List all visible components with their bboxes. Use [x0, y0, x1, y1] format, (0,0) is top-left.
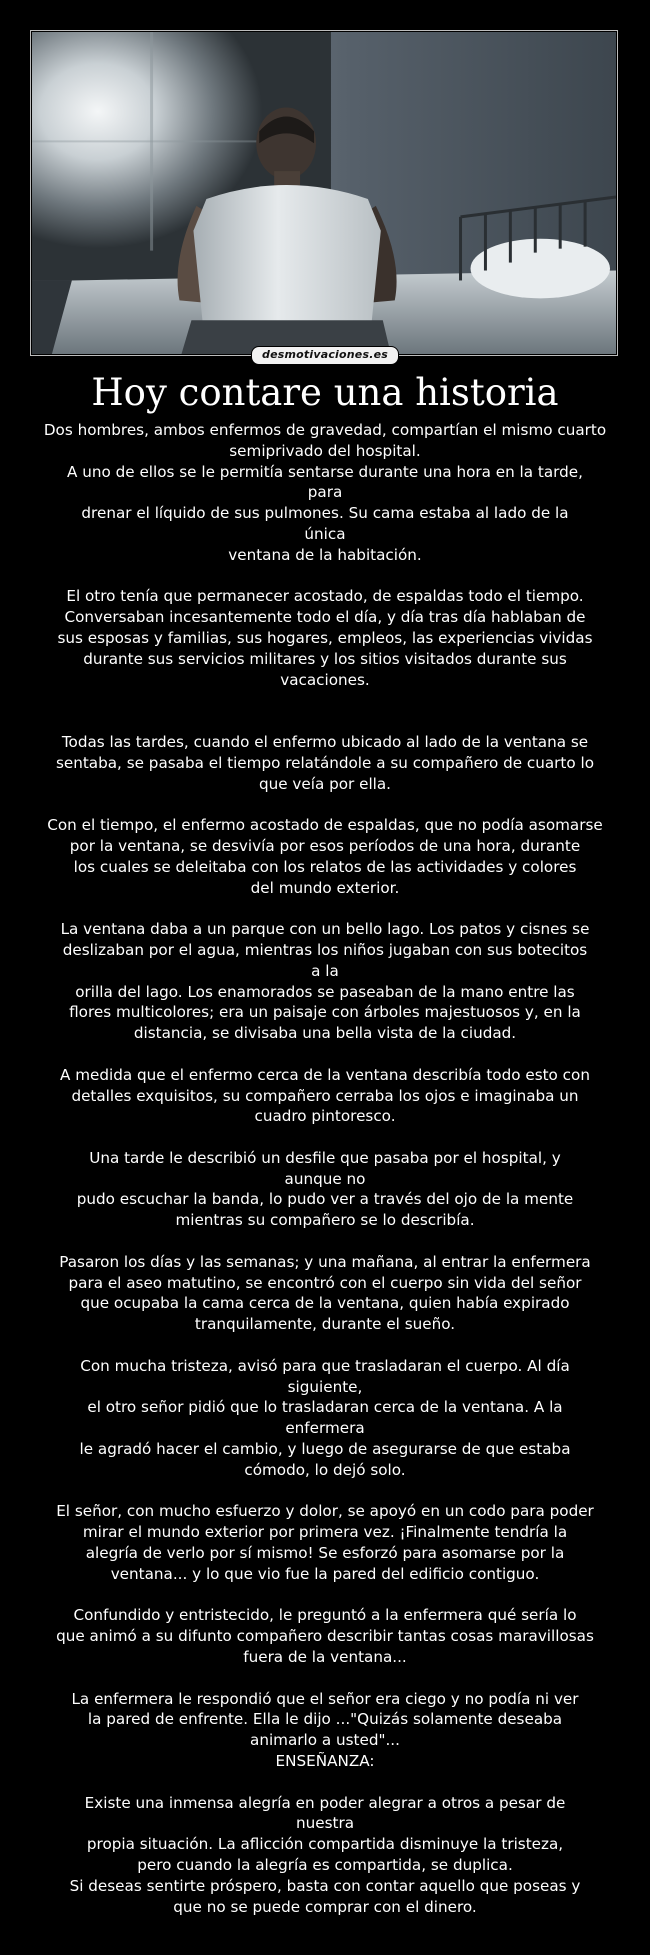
story-line: el otro señor pidió que lo trasladaran cerca de la ventana. A la: [87, 1398, 563, 1417]
story-line: A medida que el enfermo cerca de la ventana describía todo esto con: [60, 1065, 590, 1084]
story-line: cómodo, lo dejó solo.: [244, 1460, 406, 1479]
story-line: siguiente,: [287, 1377, 363, 1396]
story-line: que ocupaba la cama cerca de la ventana, quien había expirado: [80, 1294, 570, 1313]
blank-line: [30, 898, 620, 919]
story-line: nuestra: [295, 1814, 354, 1833]
story-line: distancia, se divisaba una bella vista de la ciudad.: [133, 1024, 517, 1043]
blank-line: [30, 1772, 620, 1793]
story-line: ENSEÑANZA:: [275, 1752, 375, 1770]
story-line: El señor, con mucho esfuerzo y dolor, se apoyó en un codo para poder: [56, 1502, 594, 1521]
story-line: pudo escuchar la banda, lo pudo ver a través del ojo de la mente: [76, 1190, 574, 1209]
blank-line: [30, 1481, 620, 1502]
story-line: enfermera: [285, 1419, 365, 1438]
story-line: Confundido y entristecido, le preguntó a la enfermera qué sería lo: [73, 1606, 577, 1625]
story-line: El otro tenía que permanecer acostado, de espaldas todo el tiempo.: [66, 587, 584, 606]
hospital-room-image: [32, 32, 616, 354]
story-line: Conversaban incesantemente todo el día, y día tras día hablaban de: [64, 608, 586, 627]
blank-line: [30, 1231, 620, 1252]
story-line: orilla del lago. Los enamorados se paseaban de la mano entre las: [75, 982, 575, 1001]
blank-line: [30, 794, 620, 815]
blank-line: [30, 1585, 620, 1606]
story-line: Pasaron los días y las semanas; y una mañana, al entrar la enfermera: [59, 1252, 591, 1271]
story-line: para el aseo matutino, se encontró con el cuerpo sin vida del señor: [68, 1273, 582, 1292]
poster-title: Hoy contare una historia: [91, 371, 559, 414]
story-line: detalles exquisitos, su compañero cerraba los ojos e imaginaba un: [71, 1086, 579, 1105]
story-line: para: [307, 483, 343, 502]
story-line: ventana... y lo que vio fue la pared del edificio contiguo.: [110, 1564, 540, 1583]
story-line: durante sus servicios militares y los sitios visitados durante sus: [83, 649, 567, 668]
story-line: ventana de la habitación.: [228, 545, 422, 564]
story-line: que no se puede comprar con el dinero.: [173, 1897, 477, 1916]
story-line: tranquilamente, durante el sueño.: [194, 1315, 456, 1334]
blank-line: [30, 690, 620, 711]
story-line: que animó a su difunto compañero describir tantas cosas maravillosas: [56, 1627, 594, 1646]
story-line: sus esposas y familias, sus hogares, empleos, las experiencias vividas: [57, 628, 593, 647]
story-line: Existe una inmensa alegría en poder alegrar a otros a pesar de: [84, 1793, 566, 1812]
story-line: drenar el líquido de sus pulmones. Su cama estaba al lado de la: [81, 504, 569, 523]
story-line: mientras su compañero se lo describía.: [175, 1211, 475, 1230]
story-line: A uno de ellos se le permitía sentarse durante una hora en la tarde,: [67, 462, 583, 481]
story-line: por la ventana, se desvivía por esos períodos de una hora, durante: [69, 836, 581, 855]
story-line: cuadro pintoresco.: [254, 1107, 396, 1126]
story-line: Con el tiempo, el enfermo acostado de espaldas, que no podía asomarse: [47, 816, 603, 835]
story-line: propia situación. La aflicción compartida disminuye la tristeza,: [86, 1835, 564, 1854]
blank-line: [30, 566, 620, 587]
story-line: le agradó hacer el cambio, y luego de asegurarse de que estaba: [79, 1440, 571, 1459]
story-line: Con mucha tristeza, avisó para que trasladaran el cuerpo. Al día: [80, 1356, 570, 1375]
blank-line: [30, 1668, 620, 1689]
story-line: vacaciones.: [280, 670, 370, 689]
story-line: La enfermera le respondió que el señor era ciego y no podía ni ver: [71, 1689, 579, 1708]
story-line: flores multicolores; era un paisaje con árboles majestuosos y, en la: [69, 1003, 581, 1022]
blank-line: [30, 1335, 620, 1356]
story-line: alegría de verlo por sí mismo! Se esforzó para asomarse por la: [85, 1544, 565, 1563]
story-line: semiprivado del hospital.: [229, 441, 421, 460]
story-line: Todas las tardes, cuando el enfermo ubicado al lado de la ventana se: [61, 732, 589, 751]
hospital-photo: [32, 32, 616, 354]
story-line: Una tarde le describió un desfile que pasaba por el hospital, y: [89, 1148, 561, 1167]
story-line: pero cuando la alegría es compartida, se duplica.: [137, 1855, 513, 1874]
story-line: la pared de enfrente. Ella le dijo ..."Quizás solamente deseaba: [87, 1710, 563, 1729]
story-line: a la: [311, 961, 339, 980]
story-line: deslizaban por el agua, mientras los niños jugaban con sus botecitos: [62, 940, 588, 959]
story-line: fuera de la ventana...: [243, 1648, 407, 1667]
story-line: sentaba, se pasaba el tiempo relatándole a su compañero de cuarto lo: [55, 753, 595, 772]
story-line: Si deseas sentirte próspero, basta con contar aquello que poseas y: [69, 1876, 581, 1895]
story-line: animarlo a usted"...: [250, 1731, 400, 1750]
story-line: del mundo exterior.: [250, 878, 400, 897]
story-line: aunque no: [284, 1169, 366, 1188]
site-watermark: desmotivaciones.es: [251, 346, 399, 365]
story-text: [30, 420, 620, 1917]
story-line: La ventana daba a un parque con un bello lago. Los patos y cisnes se: [60, 920, 590, 939]
story-line: que veía por ella.: [258, 774, 392, 793]
story-line: los cuales se deleitaba con los relatos de las actividades y colores: [73, 857, 577, 876]
photo-frame: [30, 30, 618, 356]
blank-line: [30, 1044, 620, 1065]
blank-line: [30, 1127, 620, 1148]
story-line: mirar el mundo exterior por primera vez. ¡Finalmente tendría la: [82, 1523, 568, 1542]
story-line: Dos hombres, ambos enfermos de gravedad, compartían el mismo cuarto: [43, 421, 607, 439]
story-line: única: [304, 524, 346, 543]
blank-line: [30, 711, 620, 732]
